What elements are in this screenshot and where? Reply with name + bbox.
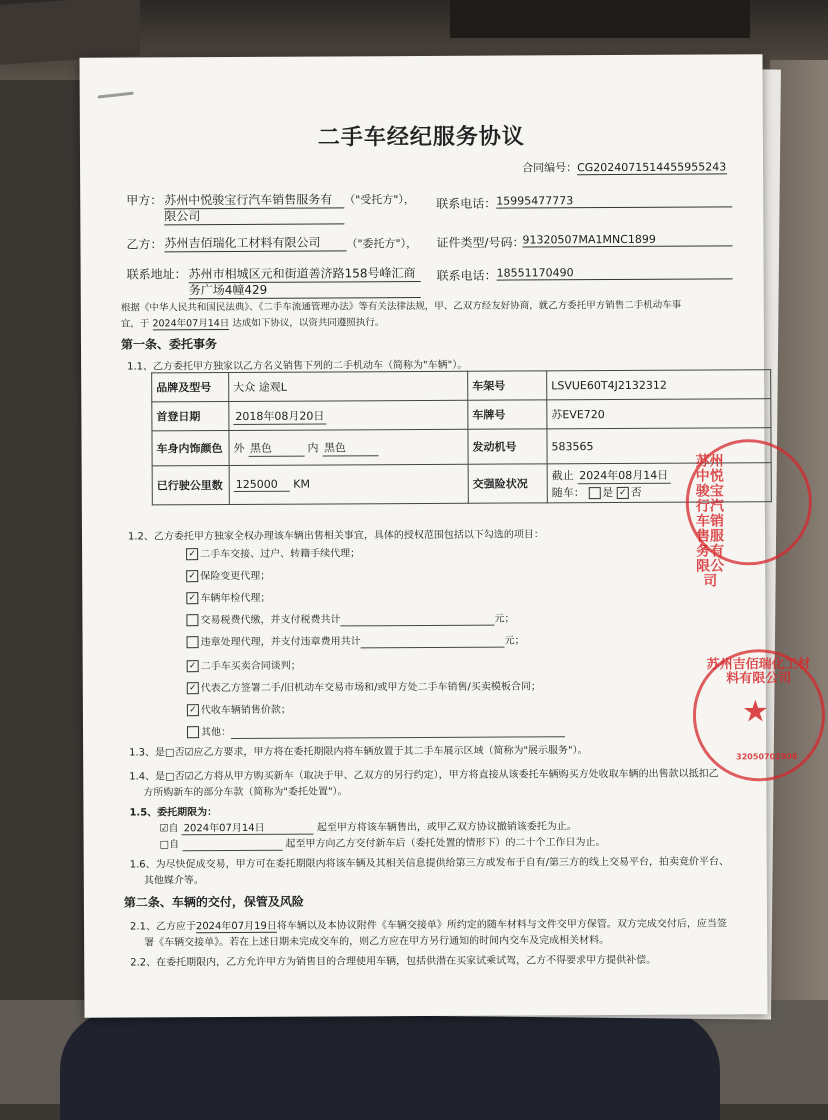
authorization-item [187,657,301,673]
clause-2-2: 2.2、在委托期限内，乙方允许甲方为销售目的合理使用车辆，包括供潜在买家试乘试驾，乙方不得要求甲方提供补偿。 [130,954,657,969]
authorization-amount-blank [361,636,505,649]
brand-value: 大众 途观L [229,371,468,401]
color-interior-value: 黑色 [322,439,378,456]
contract-number [522,158,727,175]
authorization-item [186,567,270,582]
term-option2-blank [182,839,282,852]
mileage-cell [229,464,468,504]
authorization-checkbox[interactable]: ✓ [187,704,199,716]
insurance-label: 交强险状况 [468,464,547,503]
reg-date-cell [229,400,468,430]
party-b-phone: 18551170490 [497,265,733,280]
client-company-seal [693,649,826,782]
mileage-value: 125000 [234,478,290,492]
party-a-phone-label: 联系电话： [436,196,497,211]
intro-line2-suffix: 达成如下协议，以资共同遵照执行。 [232,317,385,329]
authorization-label: 车辆年检代理； [200,592,271,605]
term-option1-text: 起至甲方将该车辆售出，或甲乙双方协议撤销该委托为止。 [316,821,577,834]
party-b-label: 乙方： [126,237,163,252]
clause-2-1-text: 将车辆以及本协议附件《车辆交接单》所约定的随车材料与文件交甲方保管。双方完成交付后，应当签 [276,918,727,932]
term-option2-checkbox[interactable]: □自 [159,839,180,851]
authorization-item [187,721,565,739]
intro-line2 [121,314,385,329]
authorization-suffix: 元； [494,613,515,625]
plate-label: 车牌号 [468,400,547,429]
authorization-label: 其他： [200,727,232,739]
clause-1-6-line1: 1.6、为尽快促成交易，甲方可在委托期限内将该车辆及其相关信息提供给第三方或发布于自有/第三方的线上交易平台，拍卖竞价平台、 [129,856,730,871]
authorization-item [186,544,360,560]
plate-value: 苏EVE720 [547,399,771,429]
authorization-checkbox[interactable]: ✓ [186,570,198,582]
other-blank [231,725,565,739]
authorization-item [186,610,514,628]
authorization-label: 违章处理代理，并支付违章费用共计 [200,636,361,649]
background-lap [60,1010,720,1120]
yes-checkbox[interactable] [588,487,600,499]
term-option2-text: 起至甲方向乙方交付新车后（委托处置的情形下）的二十个工作日为止。 [285,837,606,850]
mileage-unit: KM [293,477,310,491]
table-row [152,399,771,431]
seller-company-seal [685,439,812,590]
authorization-checkbox[interactable] [186,614,198,626]
party-a-name-line2: 限公司 [164,206,344,225]
vehicle-table [151,369,772,505]
term-option1-date: 2024年07月14日 [182,819,314,836]
seal-code: 32050702908 [736,752,798,762]
insurance-until-date: 2024年08月14日 [577,466,670,483]
vin-value: LSVUE60T4J2132312 [547,370,771,400]
authorization-amount-blank [340,614,494,627]
authorization-item [187,631,525,649]
authorization-label: 代收车辆销售价款； [200,704,291,717]
table-row [152,428,771,466]
insurance-until-prefix: 截止 [551,468,574,482]
no-label: 否 [630,485,642,499]
clause-2-1-line2: 署《车辆交接单》。若在上述日期未完成交车的，则乙方应在甲方另行通知的时间内交车及完成相关材料。 [144,935,610,949]
authorization-checkbox[interactable] [187,636,199,648]
seal-text: 苏州中悦骏宝行汽车销售服务有限公司 [695,453,725,590]
table-row [152,463,771,505]
authorization-item [187,701,291,717]
with-car-label: 随车： [551,485,585,499]
authorization-label: 代表乙方签署二手/旧机动车交易市场和/或甲方处二手车销售/买卖模板合同； [200,681,541,695]
party-a-label: 甲方： [126,193,163,208]
clause-2-1-prefix: 2.1、乙方应于 [130,921,196,933]
staple [98,92,134,99]
address-line1: 苏州市相城区元和街道善济路158号峰汇商 [189,264,421,283]
engine-label: 发动机号 [468,429,547,464]
color-interior-prefix: 内 [307,441,319,455]
section2-heading: 第二条、车辆的交付，保管及风险 [123,894,304,910]
clause-2-1-date: 2024年07月19日 [195,920,277,933]
section1-heading: 第一条、委托事务 [120,337,218,352]
reg-date-label: 首登日期 [152,402,229,431]
seal-text: 苏州吉佰瑞化工材料有限公司 [706,656,811,687]
authorization-label: 交易税费代缴，并支付税费共计 [200,614,341,627]
authorization-checkbox[interactable]: ✓ [187,682,199,694]
reg-date-value: 2018年08月20日 [233,407,326,424]
clause-1-2: 1.2、乙方委托甲方独家全权办理该车辆出售相关事宜，具体的授权范围包括以下勾选的项目： [127,529,544,543]
color-exterior-prefix: 外 [233,441,245,455]
intro-line2-prefix: 宜，于 [120,318,150,330]
clause-1-4-line1: 1.4、是□否☑乙方将从甲方购买新车（取决于甲、乙双方的另行约定），甲方将直接从该委托车辆购买方处收取车辆的出售款以抵扣乙 [129,768,719,783]
contract-page [79,54,811,1018]
party-b-id-label: 证件类型/号码： [436,235,525,250]
party-b-phone-label: 联系电话： [436,268,497,283]
authorization-label: 保险变更代理； [200,570,271,583]
clause-1-1: 1.1、乙方委托甲方独家以乙方名义销售下列的二手机动车（简称为"车辆"）。 [127,359,468,373]
party-b-name: 苏州吉佰瑞化工材料有限公司 [164,233,346,252]
vin-label: 车架号 [468,371,547,400]
authorization-checkbox[interactable]: ✓ [187,660,199,672]
authorization-label: 二手车买卖合同谈判； [200,660,301,673]
color-cell [229,429,468,465]
authorization-checkbox[interactable]: ✓ [186,592,198,604]
intro-line1: 根据《中华人民共和国民法典》、《二手车流通管理办法》等有关法律法规，甲、乙双方经友好协商，就乙方委托甲方销售二手机动车事 [120,299,682,314]
party-a-phone: 15995477773 [496,193,732,208]
clause-1-3: 1.3、是□否☑应乙方要求，甲方将在委托期限内将车辆放置于其二手车展示区域（简称为"展示服务"）。 [129,745,588,759]
address-label: 联系地址： [126,267,187,282]
seal-star-icon: ★ [741,694,769,730]
clause-1-5-heading: 1.5、委托期限为： [129,807,218,819]
contract-number-label: 合同编号： [522,161,578,175]
party-a-name-line1: 苏州中悦骏宝行汽车销售服务有 [164,190,344,209]
authorization-checkbox[interactable] [187,726,199,738]
yes-label: 是 [602,485,614,499]
clause-2-1-line1 [130,914,727,932]
authorization-item [186,589,270,604]
clause-1-4-line2: 方所购新车的部分车款（简称为"委托处置"）。 [143,786,348,799]
background-cabinet [0,0,140,65]
contract-number-value: CG20240715144559552​43 [577,160,727,175]
document-title: 二手车经纪服务协议 [317,124,525,151]
clause-1-5-line2 [160,833,606,851]
party-a-role: （"受托方"）， [344,193,415,207]
engine-value: 583565 [547,428,771,464]
term-option1-checkbox[interactable]: ☑自 [159,823,179,835]
color-exterior-value: 黑色 [248,439,304,456]
intro-date: 2024年07月14日 [152,318,230,330]
address-line2: 务广场4幢429 [189,280,421,299]
mileage-label: 已行驶公里数 [152,466,229,505]
brand-label: 品牌及型号 [152,373,229,402]
background-board [450,0,750,38]
authorization-label: 二手车交接、过户、转籍手续代理； [200,548,361,561]
no-checkbox[interactable]: ✓ [617,486,629,498]
party-b-role: （"委托方"）， [346,237,418,251]
clause-1-6-line2: 其他媒介等。 [143,875,204,887]
authorization-suffix: 元； [504,635,525,647]
color-label: 车身内饰颜色 [152,431,229,466]
authorization-checkbox[interactable]: ✓ [186,548,198,560]
authorization-item [187,677,541,694]
table-row [152,370,771,402]
party-b-id: 91320507MA1MNC1899 [522,232,732,247]
